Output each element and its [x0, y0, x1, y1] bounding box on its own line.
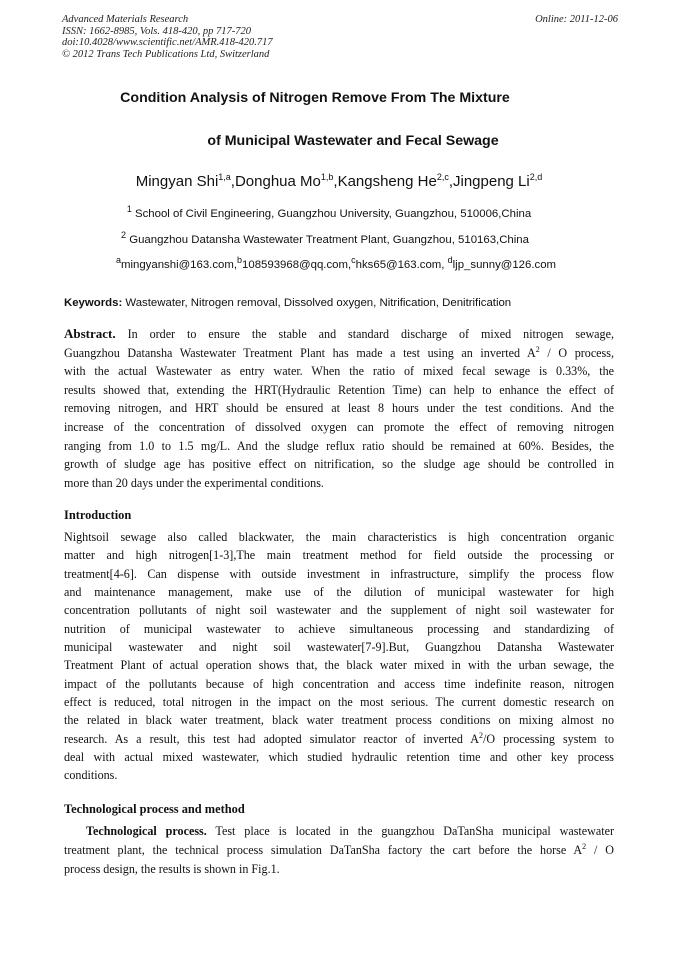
- author-name: Kangsheng He: [337, 173, 437, 190]
- author-sup: 2,d: [529, 172, 543, 182]
- intro-line: impact of the pollutants because of high concentration and access time indefinite reason, nitrogen: [64, 676, 614, 691]
- author-sup: 1,a: [218, 172, 231, 182]
- email-sup: a: [115, 255, 121, 266]
- abstract-paragraph: [64, 325, 614, 492]
- abstract-line: removing nitrogen, and HRT should be ensured at least 8 hours under the test conditions. And the: [64, 401, 614, 416]
- abstract-line: growth of sludge age has positive effect on nitrification, so the sludge age should be controlled in: [64, 457, 614, 472]
- copyright-line: © 2012 Trans Tech Publications Ltd, Switzerland: [62, 48, 270, 60]
- affiliation-text: School of Civil Engineering, Guangzhou University, Guangzhou, 510006,China: [135, 208, 532, 220]
- intro-line: treatment[4-6]. Can dispense with outside investment in infrastructure, simplify the process flow: [64, 566, 614, 581]
- abstract-line: ranging from 1.0 to 1.5 mg/L. And the sludge reflux ratio should be remained at 60%. Besides, the: [64, 438, 614, 453]
- abstract-line: with the actual Wastewater as entry water. When the ratio of mixed fecal sewage is 0.33%, the: [64, 364, 614, 379]
- email-address: hks65@163.com,: [355, 259, 448, 271]
- intro-line: conditions.: [64, 768, 118, 783]
- intro-line: Nightsoil sewage also called blackwater, the main characteristics is high concentration organic: [64, 530, 614, 544]
- keywords-line: [64, 297, 620, 309]
- intro-line: research. As a result, this test had adopted simulator reactor of inverted $A^2/O$ processing system to: [64, 730, 614, 746]
- journal-header: [62, 14, 618, 60]
- author-list: Mingyan Shi$^{1,a}$,Donghua Mo$^{1,b}$,Kangsheng He$^{2,c}$,Jingpeng Li$^{2,d}$: [135, 172, 543, 190]
- section-heading-technological-process: Technological process and method: [64, 802, 245, 816]
- technological-process-paragraph: [64, 822, 614, 879]
- intro-line: matter and high nitrogen[1-3],The main treatment method for field outside the processing or: [64, 548, 614, 563]
- abstract-label: Abstract.: [64, 326, 116, 341]
- journal-name: Advanced Materials Research: [62, 14, 189, 25]
- tech-label: Technological process.: [86, 824, 207, 838]
- affiliation-text: Guangzhou Datansha Wastewater Treatment Plant, Guangzhou, 510163,China: [129, 234, 529, 246]
- introduction-paragraph: [64, 528, 614, 785]
- paper-title-line-2: of Municipal Wastewater and Fecal Sewage: [207, 133, 499, 149]
- tech-line: treatment plant, the technical process simulation DaTanSha factory the cart before the horse $A^2$ / O: [64, 841, 615, 857]
- author-name: Donghua Mo: [234, 173, 321, 190]
- author-sup: 1,b: [320, 172, 334, 182]
- tech-line: Technological process. Test place is located in the guangzhou DaTanSha municipal wastewater: [86, 824, 615, 838]
- affiliation-1: [0, 204, 668, 220]
- affiliation-sup: 1: [126, 204, 132, 215]
- author-sup: 2,c: [436, 172, 449, 182]
- intro-line: effect is reduced, total nitrogen in the impact on the most serious. The current domestic research on: [64, 694, 614, 709]
- email-address: ljp_sunny@126.com: [452, 259, 557, 271]
- email-address: 108593968@qq.com,: [242, 259, 352, 271]
- abstract-line: Abstract. In order to ensure the stable and standard discharge of mixed nitrogen sewage,: [64, 326, 614, 341]
- intro-line: nutrition of municipal wastewater to achieve simultaneous processing and standardizing of: [64, 621, 614, 636]
- author-name: Jingpeng Li: [453, 173, 530, 190]
- intro-line: municipal wastewater and night soil wastewater[7-9].But, Guangzhou Datansha Wastewater: [64, 639, 614, 654]
- tech-line: process design, the results is shown in Fig.1.: [64, 862, 280, 876]
- section-heading-introduction: Introduction: [64, 508, 132, 522]
- email-line: [0, 255, 675, 271]
- online-date: Online: 2011-12-06: [535, 14, 618, 25]
- email-sup: d: [447, 255, 453, 266]
- abstract-line: Guangzhou Datansha Wastewater Treatment Plant has made a test using an inverted $A^2$ / O process,: [64, 344, 614, 360]
- intro-line: the related in black water treatment, black water treatment process conditions on mixing almost no: [64, 713, 614, 728]
- intro-line: and maintenance management, make use of the dilution of municipal wastewater for high: [64, 584, 614, 599]
- affiliation-sup: 2: [121, 230, 127, 241]
- abstract-line: results showed that, extending the HRT(Hydraulic Retention Time) can help to enhance the effect of: [64, 382, 614, 397]
- abstract-line: more than 20 days under the experimental conditions.: [64, 475, 324, 490]
- email-address: mingyanshi@163.com,: [120, 259, 238, 271]
- email-sup: c: [351, 255, 356, 266]
- email-sup: b: [237, 255, 243, 266]
- keywords-text: Wastewater, Nitrogen removal, Dissolved oxygen, Nitrification, Denitrification: [122, 297, 512, 309]
- author-name: Mingyan Shi: [135, 173, 219, 190]
- abstract-line: increase of the concentration of dissolved oxygen can promote the effect of removing nitrogen: [64, 419, 614, 434]
- intro-line: Treatment Plant of actual operation shows that, the black water mixed in with the urban sewage, the: [64, 658, 614, 673]
- intro-line: concentration pollutants of night soil wastewater and the supplement of night soil wastewater for: [64, 603, 614, 618]
- keywords-label: Keywords:: [64, 297, 123, 309]
- issn-line: ISSN: 1662-8985, Vols. 418-420, pp 717-720: [62, 25, 251, 37]
- doi-line: doi:10.4028/www.scientific.net/AMR.418-420.717: [62, 37, 273, 48]
- intro-line: deal with actual mixed wastewater, which studied hydraulic retention time and other key process: [64, 749, 614, 764]
- paper-title-line-1: Condition Analysis of Nitrogen Remove From The Mixture: [120, 90, 510, 106]
- affiliation-2: [0, 230, 664, 246]
